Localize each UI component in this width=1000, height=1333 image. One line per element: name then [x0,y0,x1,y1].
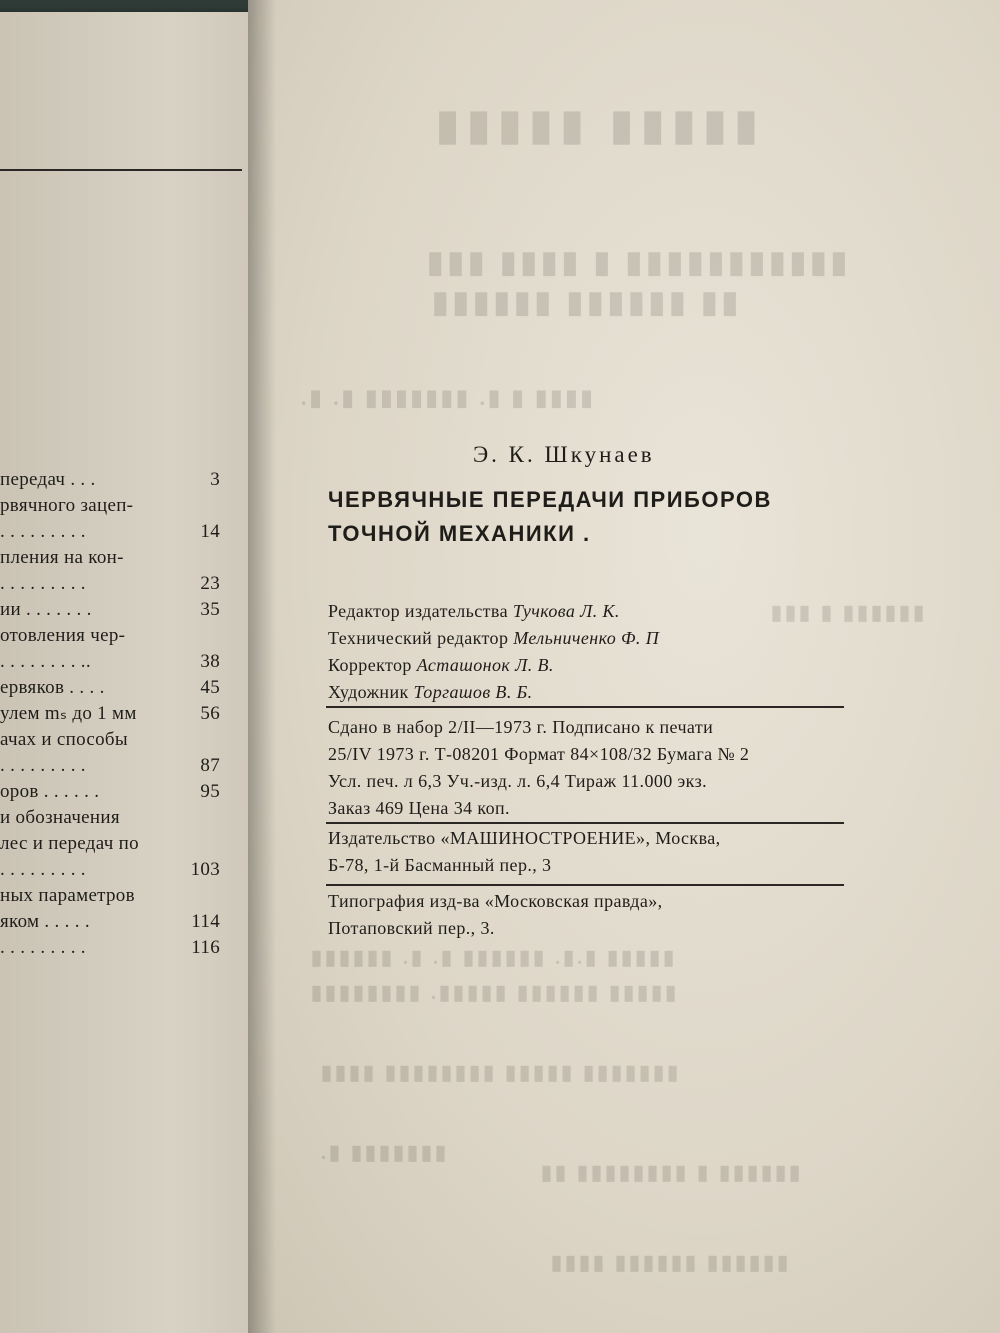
show-through-decoration: ▮▮▮▮▮ ▮▮▮▮▮▮ ▮▮▮▮▮. ▮▮▮▮▮▮▮▮ [308,982,677,1004]
show-through-decoration: ▮▮▮▮▮▮▮ ▮▮▮▮▮ ▮▮▮▮▮▮▮▮ ▮▮▮▮ [318,1062,679,1084]
show-through-decoration: ▮▮▮▮▮▮ ▮ ▮▮▮ [768,602,925,624]
divider-rule [326,822,844,824]
toc-row: . . . . . . . . . 103 [0,859,220,880]
print-info-block [328,714,749,822]
author-name: Э. К. Шкунаев [473,442,655,467]
print-info-line: Заказ 469 Цена 34 коп. [328,798,510,818]
print-info-line: Сдано в набор 2/II—1973 г. Подписано к печати [328,717,714,737]
toc-row: улем mₛ до 1 мм 56 [0,703,220,724]
credit-line: Редактор издательства Тучкова Л. К. [328,601,620,621]
toc-row: ачах и способы [0,729,128,750]
show-through-decoration: ▮▮ ▮▮▮▮▮▮ ▮▮▮▮▮▮ [428,286,739,319]
header-rule [0,169,242,171]
typography-line: Типография изд-ва «Московская правда», [328,891,663,911]
toc-row: ных параметров [0,885,135,906]
publisher-block [328,825,721,879]
toc-row: ии . . . . . . . 35 [0,599,220,620]
credits-block [328,598,659,706]
table-of-contents [0,467,232,961]
publisher-line: Издательство «МАШИНОСТРОЕНИЕ», Москва, [328,828,721,848]
show-through-decoration: ▮▮▮▮▮▮ ▮ ▮▮▮▮▮▮▮▮ ▮▮ [538,1162,801,1184]
toc-row: . . . . . . . . .. 38 [0,651,220,672]
toc-row: . . . . . . . . . 87 [0,755,220,776]
show-through-decoration: ▮▮▮▮ ▮ ▮. ▮▮▮▮▮▮▮ ▮. ▮. [298,385,593,410]
show-through-decoration: ▮▮▮▮▮▮ ▮▮▮▮▮▮ ▮▮▮▮ [548,1252,789,1274]
toc-row: лес и передач по [0,833,139,854]
left-page [0,12,252,1333]
show-through-decoration: ▮▮▮▮▮▮▮▮▮▮▮ ▮ ▮▮▮▮ ▮▮▮ [423,246,848,279]
title-line: ЧЕРВЯЧНЫЕ ПЕРЕДАЧИ ПРИБОРОВ [328,487,772,512]
toc-row: и обозначения [0,807,120,828]
toc-row: рвячного зацеп- [0,495,134,516]
page-gutter-shadow [248,0,276,1333]
print-info-line: 25/IV 1973 г. Т-08201 Формат 84×108/32 Бумага № 2 [328,744,750,764]
title-line: ТОЧНОЙ МЕХАНИКИ . [328,521,591,546]
book-title [328,483,772,551]
show-through-decoration: ▮▮▮▮▮ ▮▮▮▮▮ [428,103,758,149]
toc-row: пления на кон- [0,547,124,568]
show-through-decoration: ▮▮▮▮▮ ▮.▮. ▮▮▮▮▮▮ ▮. ▮. ▮▮▮▮▮▮ [308,947,675,969]
toc-row: . . . . . . . . . 116 [0,937,220,958]
print-info-line: Усл. печ. л 6,3 Уч.-изд. л. 6,4 Тираж 11.000 экз. [328,771,707,791]
typography-line: Потаповский пер., 3. [328,918,495,938]
divider-rule [326,884,844,886]
credit-line: Художник Торгашов В. Б. [328,682,533,702]
toc-row: . . . . . . . . . 23 [0,573,220,594]
toc-row: . . . . . . . . . 14 [0,521,220,542]
toc-row: отовления чер- [0,625,126,646]
toc-row: оров . . . . . . 95 [0,781,220,802]
show-through-decoration: ▮▮▮▮▮▮▮ ▮. [318,1142,447,1164]
toc-row: передач . . . 3 [0,469,220,490]
credit-line: Корректор Асташонок Л. В. [328,655,554,675]
divider-rule [326,706,844,708]
toc-row: ервяков . . . . 45 [0,677,220,698]
typography-block [328,888,663,942]
toc-row: яком . . . . . 114 [0,911,220,932]
right-page [248,0,1000,1333]
credit-line: Технический редактор Мельниченко Ф. П [328,628,660,648]
publisher-line: Б-78, 1-й Басманный пер., 3 [328,855,552,875]
